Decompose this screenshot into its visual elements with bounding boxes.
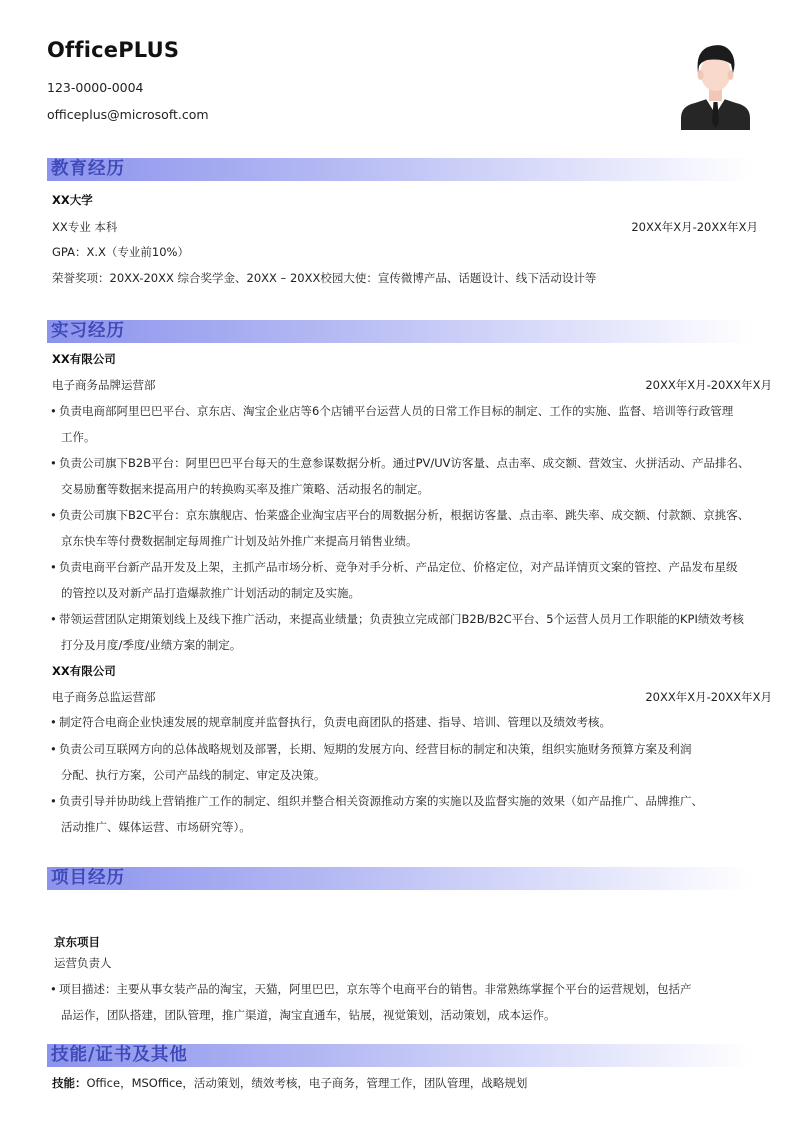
list-item-continuation: 品运作，团队搭建，团队管理，推广渠道，淘宝直通车，钻展，视觉策划，活动策划，成本运作。 <box>61 1008 556 1022</box>
list-item-continuation: 分配、执行方案，公司产品线的制定、审定及决策。 <box>61 768 326 782</box>
list-item: • 负责公司旗下B2B平台：阿里巴巴平台每天的生意参谋数据分析。通过PV/UV访客量、点击率、成交额、营效宝、火拼活动、产品排名、 <box>50 456 750 470</box>
list-item-continuation: 的管控以及对新产品打造爆款推广计划活动的制定及实施。 <box>61 586 360 600</box>
list-item: • 负责公司互联网方向的总体战略规划及部署，长期、短期的发展方向、经营目标的制定和决策，组织实施财务预算方案及利润 <box>50 742 692 756</box>
list-item: • 制定符合电商企业快速发展的规章制度并监督执行，负责电商团队的搭建、指导、培训、管理以及绩效考核。 <box>50 715 611 729</box>
right-ear <box>728 70 734 80</box>
list-item-continuation: 交易励奮等数据来提高用户的转换购买率及推广策略、活动报名的制定。 <box>61 482 429 496</box>
list-item: • 负责电商平台新产品开发及上架，主抓产品市场分析、竞争对手分析、产品定位、价格定位，对产品详情页文案的管控、产品发布星级 <box>50 560 738 574</box>
section-projects <box>47 867 752 890</box>
list-item-continuation: 工作。 <box>61 430 96 444</box>
avatar <box>681 42 750 130</box>
list-item: • 负责引导并协助线上营销推广工作的制定、组织并整合相关资源推动方案的实施以及监督实施的效果（如产品推广、品牌推广、 <box>50 794 703 808</box>
list-item: • 项目描述：主要从事女装产品的淘宝，天猫，阿里巴巴，京东等个电商平台的销售。非常熟练掌握个平台的运营规划，包括产 <box>50 982 692 996</box>
department: 电子商务总监运营部 <box>52 690 156 704</box>
company-name: XX有限公司 <box>52 352 116 366</box>
gpa: GPA：X.X（专业前10%） <box>52 245 189 259</box>
company-name: XX有限公司 <box>52 664 116 678</box>
section-title-internship: 实习经历 <box>51 321 125 341</box>
section-title-education: 教育经历 <box>51 159 125 179</box>
job-date: 20XX年X月-20XX年X月 <box>645 378 772 392</box>
major-degree: XX专业 本科 <box>52 220 118 234</box>
project-role: 运营负责人 <box>54 956 112 970</box>
skills-text: Office，MSOffice，活动策划，绩效考核，电子商务，管理工作，团队管理，战略规划 <box>86 1076 528 1090</box>
phone-number: 123-0000-0004 <box>47 80 144 95</box>
skills-line <box>52 1075 527 1091</box>
section-education <box>47 158 752 181</box>
left-ear <box>698 70 704 80</box>
project-name: 京东项目 <box>54 935 100 949</box>
honors: 荣誉奖项：20XX-20XX 综合奖学金、20XX – 20XX校园大使：宣传微博产品、话题设计、线下活动设计等 <box>52 271 597 285</box>
skills-label: 技能： <box>52 1076 87 1090</box>
list-item-continuation: 京东快车等付费数据制定每周推广计划及站外推广来提高月销售业绩。 <box>61 534 418 548</box>
candidate-name: OfficePLUS <box>47 38 180 62</box>
list-item: • 负责电商部阿里巴巴平台、京东店、淘宝企业店等6个店铺平台运营人员的日常工作目标的制定、工作的实施、监督、培训等行政管理 <box>50 404 734 418</box>
email-address: officeplus@microsoft.com <box>47 107 209 122</box>
section-skills <box>47 1044 752 1067</box>
list-item-continuation: 打分及月度/季度/业绩方案的制定。 <box>61 638 242 652</box>
school-name: XX大学 <box>52 193 93 207</box>
list-item-continuation: 活动推广、媒体运营、市场研究等）。 <box>61 820 251 834</box>
job-date: 20XX年X月-20XX年X月 <box>645 690 772 704</box>
department: 电子商务品牌运营部 <box>52 378 156 392</box>
list-item: • 负责公司旗下B2C平台：京东旗舰店、怡莱盛企业淘宝店平台的周数据分析，根据访客量、点击率、跳失率、成交额、付款额、京挑客、 <box>50 508 750 522</box>
list-item: • 带领运营团队定期策划线上及线下推广活动，来提高业绩量；负责独立完成部门B2B/B2C平台、5个运营人员月工作职能的KPI绩效考核 <box>50 612 744 626</box>
section-title-projects: 项目经历 <box>51 868 125 888</box>
section-title-skills: 技能/证书及其他 <box>51 1045 188 1065</box>
education-date: 20XX年X月-20XX年X月 <box>631 220 758 234</box>
section-internship <box>47 320 752 343</box>
